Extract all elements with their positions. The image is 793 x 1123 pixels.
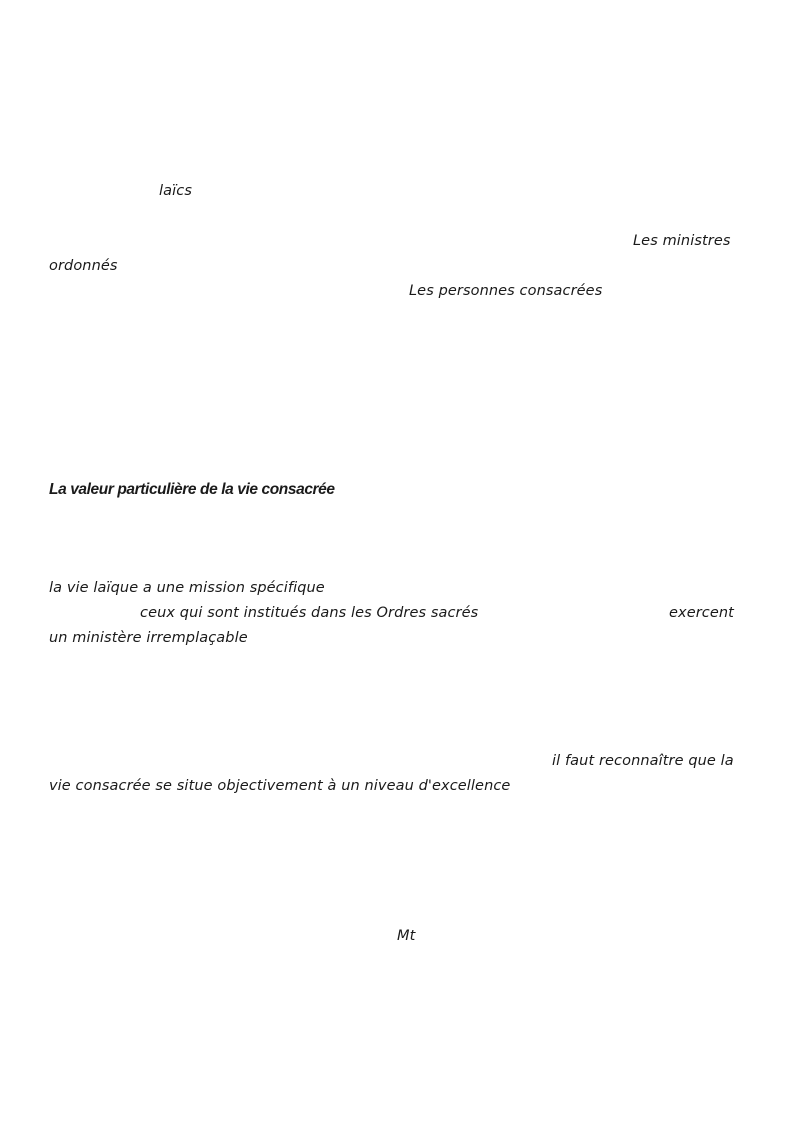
emphasis-les-ministres: Les ministres xyxy=(633,233,731,249)
emphasis-exercent: exercent xyxy=(669,605,734,621)
emphasis-vie-laique: la vie laïque a une mission spécifique xyxy=(49,580,325,596)
emphasis-laics: laïcs xyxy=(159,183,192,199)
emphasis-personnes-consacrees: Les personnes consacrées xyxy=(409,283,603,299)
emphasis-niveau-excellence: vie consacrée se situe objectivement à un niveau d'excellence xyxy=(49,778,511,794)
emphasis-ordonnes: ordonnés xyxy=(49,258,118,274)
emphasis-ministere-irremplacable: un ministère irremplaçable xyxy=(49,630,248,646)
emphasis-mt-reference: Mt xyxy=(397,928,416,944)
emphasis-ordres-sacres: ceux qui sont institués dans les Ordres sacrés xyxy=(140,605,479,621)
emphasis-il-faut-reconnaitre: il faut reconnaître que la xyxy=(552,753,734,769)
section-heading: La valeur particulière de la vie consacrée xyxy=(49,481,335,498)
